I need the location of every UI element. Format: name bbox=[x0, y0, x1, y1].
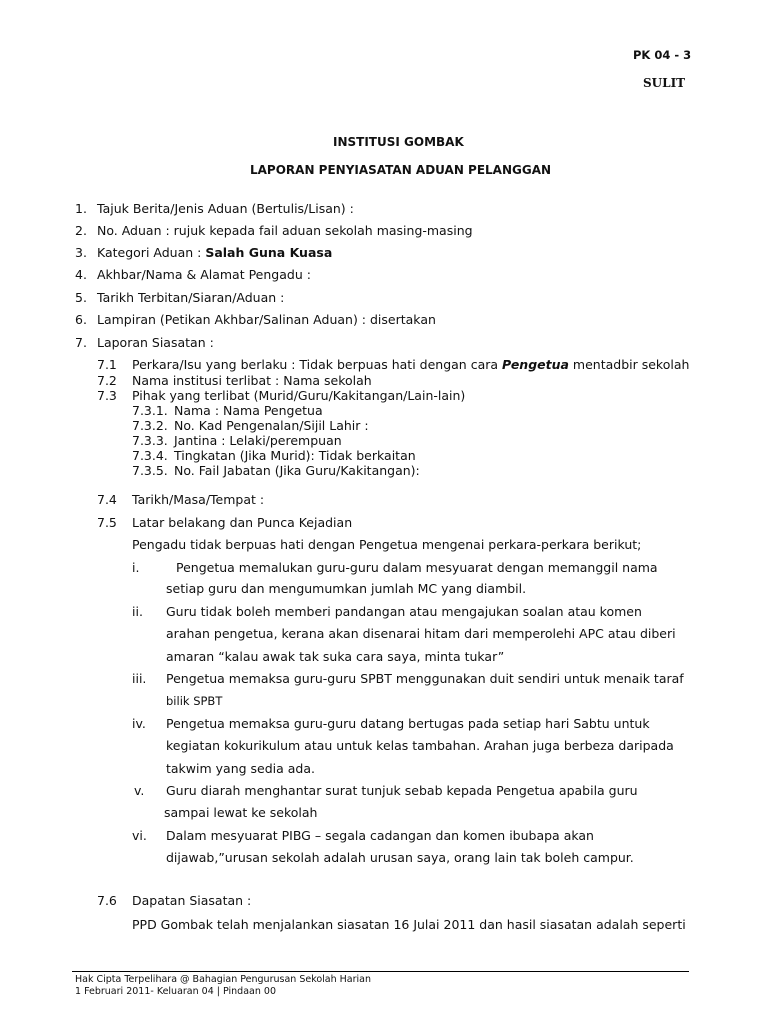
point-line: bilik SPBT bbox=[166, 694, 223, 708]
subsection-number: 7.5 bbox=[97, 515, 117, 530]
findings-text: PPD Gombak telah menjalankan siasatan 16 Julai 2011 dan hasil siasatan adalah seperti bbox=[132, 917, 686, 932]
point-number: iv. bbox=[132, 716, 146, 731]
subitem-number: 7.3.5. bbox=[132, 463, 168, 478]
subitem-number: 7.3.4. bbox=[132, 448, 168, 463]
institution-title: INSTITUSI GOMBAK bbox=[333, 135, 464, 149]
issue-text: Perkara/Isu yang berlaku : Tidak berpuas hati dengan cara bbox=[132, 357, 502, 372]
subsection-number: 7.1 bbox=[97, 357, 117, 372]
subsection-number: 7.4 bbox=[97, 492, 117, 507]
point-line: Pengetua memaksa guru-guru datang bertugas pada setiap hari Sabtu untuk bbox=[166, 716, 650, 731]
point-line: amaran “kalau awak tak suka cara saya, minta tukar” bbox=[166, 649, 505, 664]
item-text bbox=[97, 245, 332, 260]
point-number: iii. bbox=[132, 671, 147, 686]
point-line: Guru tidak boleh memberi pandangan atau mengajukan soalan atau komen bbox=[166, 604, 642, 619]
subitem-text: No. Kad Pengenalan/Sijil Lahir : bbox=[174, 418, 369, 433]
point-line: arahan pengetua, kerana akan disenarai hitam dari memperolehi APC atau diberi bbox=[166, 626, 676, 641]
point-line: setiap guru dan mengumumkan jumlah MC yang diambil. bbox=[166, 581, 527, 596]
point-line: kegiatan kokurikulum atau untuk kelas tambahan. Arahan juga berbeza daripada bbox=[166, 738, 674, 753]
point-line: takwim yang sedia ada. bbox=[166, 761, 316, 776]
item-number: 6. bbox=[75, 312, 87, 327]
item-text: Tarikh Terbitan/Siaran/Aduan : bbox=[97, 290, 285, 305]
report-title: LAPORAN PENYIASATAN ADUAN PELANGGAN bbox=[250, 163, 552, 177]
subsection-text: Latar belakang dan Punca Kejadian bbox=[132, 515, 353, 530]
category-label: Kategori Aduan : bbox=[97, 245, 206, 260]
point-line: Guru diarah menghantar surat tunjuk sebab kepada Pengetua apabila guru bbox=[166, 783, 638, 798]
classification-label: SULIT bbox=[643, 76, 686, 90]
subsection-text: Pihak yang terlibat (Murid/Guru/Kakitangan/Lain-lain) bbox=[132, 388, 466, 403]
item-number: 4. bbox=[75, 267, 87, 282]
category-value: Salah Guna Kuasa bbox=[205, 245, 333, 260]
subitem-number: 7.3.2. bbox=[132, 418, 168, 433]
subitem-number: 7.3.3. bbox=[132, 433, 168, 448]
item-number: 3. bbox=[75, 245, 87, 260]
point-line: sampai lewat ke sekolah bbox=[164, 805, 318, 820]
document-code: PK 04 - 3 bbox=[633, 48, 692, 62]
item-text: Tajuk Berita/Jenis Aduan (Bertulis/Lisan) : bbox=[97, 201, 354, 216]
item-text: Akhbar/Nama & Alamat Pengadu : bbox=[97, 267, 311, 282]
complaint-intro: Pengadu tidak berpuas hati dengan Pengetua mengenai perkara-perkara berikut; bbox=[132, 537, 642, 552]
subsection-text: Dapatan Siasatan : bbox=[132, 893, 252, 908]
issue-text-end: mentadbir sekolah bbox=[568, 357, 690, 372]
item-text: Lampiran (Petikan Akhbar/Salinan Aduan) : disertakan bbox=[97, 312, 436, 327]
footer-copyright: Hak Cipta Terpelihara @ Bahagian Pengurusan Sekolah Harian bbox=[75, 974, 372, 985]
subitem-text: Tingkatan (Jika Murid): Tidak berkaitan bbox=[174, 448, 416, 463]
subitem-text: Nama : Nama Pengetua bbox=[174, 403, 323, 418]
item-number: 2. bbox=[75, 223, 87, 238]
item-number: 1. bbox=[75, 201, 87, 216]
item-number: 5. bbox=[75, 290, 87, 305]
subitem-text: Jantina : Lelaki/perempuan bbox=[174, 433, 342, 448]
point-number: vi. bbox=[132, 828, 147, 843]
subsection-text: Nama institusi terlibat : Nama sekolah bbox=[132, 373, 372, 388]
subsection-text bbox=[132, 357, 689, 372]
point-number: ii. bbox=[132, 604, 143, 619]
footer-revision: 1 Februari 2011- Keluaran 04 | Pindaan 00 bbox=[75, 986, 276, 997]
subitem-number: 7.3.1. bbox=[132, 403, 168, 418]
subsection-number: 7.2 bbox=[97, 373, 117, 388]
point-number: v. bbox=[134, 783, 145, 798]
point-line: Pengetua memaksa guru-guru SPBT menggunakan duit sendiri untuk menaik taraf bbox=[166, 671, 684, 686]
point-number: i. bbox=[132, 560, 140, 575]
footer-divider bbox=[72, 971, 689, 972]
subsection-number: 7.6 bbox=[97, 893, 117, 908]
subsection-number: 7.3 bbox=[97, 388, 117, 403]
subitem-text: No. Fail Jabatan (Jika Guru/Kakitangan): bbox=[174, 463, 420, 478]
issue-emphasis: Pengetua bbox=[502, 357, 569, 372]
point-line: Pengetua memalukan guru-guru dalam mesyuarat dengan memanggil nama bbox=[176, 560, 658, 575]
item-number: 7. bbox=[75, 335, 87, 350]
point-line: dijawab,”urusan sekolah adalah urusan saya, orang lain tak boleh campur. bbox=[166, 850, 634, 865]
point-line: Dalam mesyuarat PIBG – segala cadangan dan komen ibubapa akan bbox=[166, 828, 594, 843]
item-text: Laporan Siasatan : bbox=[97, 335, 214, 350]
subsection-text: Tarikh/Masa/Tempat : bbox=[132, 492, 265, 507]
item-text: No. Aduan : rujuk kepada fail aduan sekolah masing-masing bbox=[97, 223, 473, 238]
